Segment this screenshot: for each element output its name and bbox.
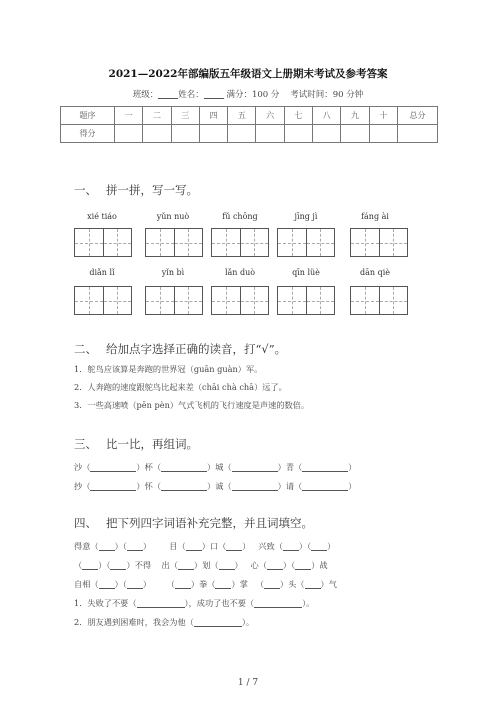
answer-blank[interactable] <box>219 561 235 570</box>
writing-grid[interactable] <box>277 286 335 315</box>
idiom-text: 气 <box>328 579 337 589</box>
header-cell: 十 <box>369 107 397 125</box>
answer-blank[interactable] <box>99 542 115 551</box>
header-cell: 八 <box>313 107 341 125</box>
full-score: 满分：100 分 <box>226 90 280 100</box>
answer-blank[interactable] <box>175 580 191 589</box>
answer-blank[interactable] <box>178 561 194 570</box>
section3-title: 比一比，再组词。 <box>106 437 198 451</box>
idiom-text: 战 <box>319 560 328 570</box>
score-table-row <box>61 125 438 143</box>
answer-blank[interactable] <box>82 561 98 570</box>
header-cell: 七 <box>284 107 312 125</box>
score-cell[interactable] <box>143 125 171 143</box>
idiom-text: 出 <box>161 560 170 570</box>
answer-blank[interactable] <box>161 463 207 472</box>
char: 抄 <box>74 481 83 491</box>
idiom-row: 自相（ ）（ ） （ ）拳（ ）掌 （ ）头（ ）气 <box>74 579 337 589</box>
answer-blank[interactable] <box>137 599 185 608</box>
header-cell: 三 <box>171 107 199 125</box>
sentence-text: 1．失败了不要（ <box>74 598 137 608</box>
answer-blank[interactable] <box>186 542 202 551</box>
header-cell: 一 <box>115 107 143 125</box>
writing-grid[interactable] <box>211 228 269 257</box>
section2-number: 二、 <box>74 342 97 356</box>
class-label: 班级： <box>132 90 159 100</box>
score-cell[interactable] <box>171 125 199 143</box>
pinyin: dān qiè <box>360 268 390 277</box>
pinyin: qīn lüè <box>292 268 320 277</box>
exam-time: 考试时间：90 分钟 <box>290 90 364 100</box>
char: 诚 <box>215 481 224 491</box>
header-cell: 总分 <box>398 107 438 125</box>
pinyin: fǔ chōng <box>222 212 258 221</box>
writing-grid[interactable] <box>145 228 203 257</box>
page-number: 1 / 7 <box>237 678 259 688</box>
answer-blank[interactable] <box>90 463 136 472</box>
idiom-text: 口 <box>209 541 219 551</box>
score-table-header <box>61 107 438 125</box>
score-cell[interactable] <box>313 125 341 143</box>
answer-blank[interactable] <box>311 542 327 551</box>
score-cell[interactable] <box>115 125 143 143</box>
answer-blank[interactable] <box>283 542 299 551</box>
word-group-row: 抄（ ）怀（ ）诚（ ）请（ ） <box>74 481 357 491</box>
question-item: 1．鸵鸟应该算是奔跑的世界冠（guān guàn）军。 <box>74 364 263 374</box>
answer-blank[interactable] <box>232 463 278 472</box>
score-row-label: 得分 <box>61 125 115 143</box>
header-cell: 二 <box>143 107 171 125</box>
answer-blank[interactable] <box>127 580 143 589</box>
char: 杯 <box>144 462 153 472</box>
idiom-row: 得意（ ）（ ） 目（ ）口（ ） 兴致（ ）（ ） <box>74 541 336 551</box>
question-item: 2．人奔跑的速度跟鸵鸟比起来差（chāi chà chā）远了。 <box>74 382 287 392</box>
idiom-text: 划 <box>202 560 211 570</box>
fill-sentence <box>74 617 254 628</box>
section3-heading <box>74 436 198 452</box>
score-cell[interactable] <box>199 125 227 143</box>
score-table <box>60 106 438 143</box>
pinyin: fáng ài <box>361 212 389 221</box>
section2-title: 给加点字选择正确的读音，打“√”。 <box>106 342 287 356</box>
idiom-text: 心 <box>250 560 259 570</box>
writing-grid[interactable] <box>350 228 408 257</box>
score-cell[interactable] <box>398 125 438 143</box>
exam-info <box>0 88 496 100</box>
answer-blank[interactable] <box>215 580 231 589</box>
idiom-text: 拳 <box>199 579 208 589</box>
char: 青 <box>285 462 295 472</box>
answer-blank[interactable] <box>295 561 311 570</box>
idiom-text: 掌 <box>239 579 248 589</box>
answer-blank[interactable] <box>161 482 207 491</box>
answer-blank[interactable] <box>99 580 115 589</box>
pinyin: yǐn bì <box>161 268 185 277</box>
writing-grid[interactable] <box>74 228 132 257</box>
section2-heading <box>74 341 286 357</box>
score-cell[interactable] <box>369 125 397 143</box>
pinyin: xié tiáo <box>87 212 117 221</box>
answer-blank[interactable] <box>267 561 283 570</box>
pinyin: lǎn duò <box>224 268 256 277</box>
idiom-text: 兴致 <box>258 541 275 551</box>
writing-grid[interactable] <box>74 286 132 315</box>
answer-blank[interactable] <box>110 561 126 570</box>
writing-grid[interactable] <box>145 286 203 315</box>
writing-grid[interactable] <box>211 286 269 315</box>
char: 城 <box>215 462 224 472</box>
sentence-text: ）。 <box>302 598 315 608</box>
answer-blank[interactable] <box>127 542 143 551</box>
idiom-text: 得意 <box>74 541 91 551</box>
pinyin-row-2 <box>74 268 424 280</box>
sentence-text: ）。 <box>241 617 255 627</box>
word-group-row: 沙（ ）杯（ ）城（ ）青（ ） <box>74 462 357 472</box>
header-cell: 四 <box>199 107 227 125</box>
section4-heading <box>74 515 313 531</box>
answer-blank[interactable] <box>194 618 242 627</box>
pinyin-row-1 <box>74 212 424 224</box>
answer-blank[interactable] <box>226 542 242 551</box>
header-cell: 六 <box>256 107 284 125</box>
header-cell: 五 <box>228 107 256 125</box>
name-blank <box>204 90 224 99</box>
fill-sentence <box>74 598 314 609</box>
score-cell[interactable] <box>284 125 312 143</box>
idiom-text: 不得 <box>134 560 152 570</box>
section4-title: 把下列四字词语补充完整，并且词填空。 <box>106 516 313 530</box>
writing-grid[interactable] <box>350 286 408 315</box>
section1-title: 拼一拼，写一写。 <box>106 183 198 197</box>
answer-blank[interactable] <box>254 599 302 608</box>
answer-blank[interactable] <box>305 580 321 589</box>
class-blank <box>158 90 178 99</box>
answer-blank[interactable] <box>90 482 136 491</box>
char: 请 <box>285 481 295 491</box>
section3-number: 三、 <box>74 437 97 451</box>
char: 沙 <box>74 462 83 472</box>
question-item: 3．一些高速喷（pēn pèn）气式飞机的飞行速度是声速的数倍。 <box>74 400 310 410</box>
section1-number: 一、 <box>74 183 97 197</box>
answer-blank[interactable] <box>302 482 348 491</box>
page-title: 2021—2022年部编版五年级语文上册期末考试及参考答案 <box>108 68 388 80</box>
pinyin: yǔn nuò <box>156 212 190 221</box>
idiom-text: 自相 <box>74 579 91 589</box>
name-label: 姓名： <box>178 90 204 100</box>
header-cell: 九 <box>341 107 369 125</box>
answer-blank[interactable] <box>264 580 280 589</box>
score-cell[interactable] <box>341 125 369 143</box>
answer-blank[interactable] <box>232 482 278 491</box>
idiom-text: 目 <box>169 541 178 551</box>
section4-number: 四、 <box>74 516 97 530</box>
writing-grid[interactable] <box>277 228 335 257</box>
section1-heading <box>74 182 198 198</box>
sentence-text: 2．朋友遇到困难时，我会为他（ <box>74 617 194 627</box>
score-cell[interactable] <box>256 125 284 143</box>
header-cell: 题序 <box>61 107 115 125</box>
idiom-text: 头 <box>288 579 297 589</box>
char: 怀 <box>144 481 153 491</box>
pinyin: jīng jì <box>294 212 318 221</box>
score-cell[interactable] <box>228 125 256 143</box>
sentence-text: ），成功了也不要（ <box>184 598 255 608</box>
pinyin: diǎn lǐ <box>89 268 115 277</box>
answer-blank[interactable] <box>302 463 348 472</box>
idiom-row: （ ）（ ）不得 出（ ）划（ ） 心（ ）（ ）战 <box>74 560 328 570</box>
